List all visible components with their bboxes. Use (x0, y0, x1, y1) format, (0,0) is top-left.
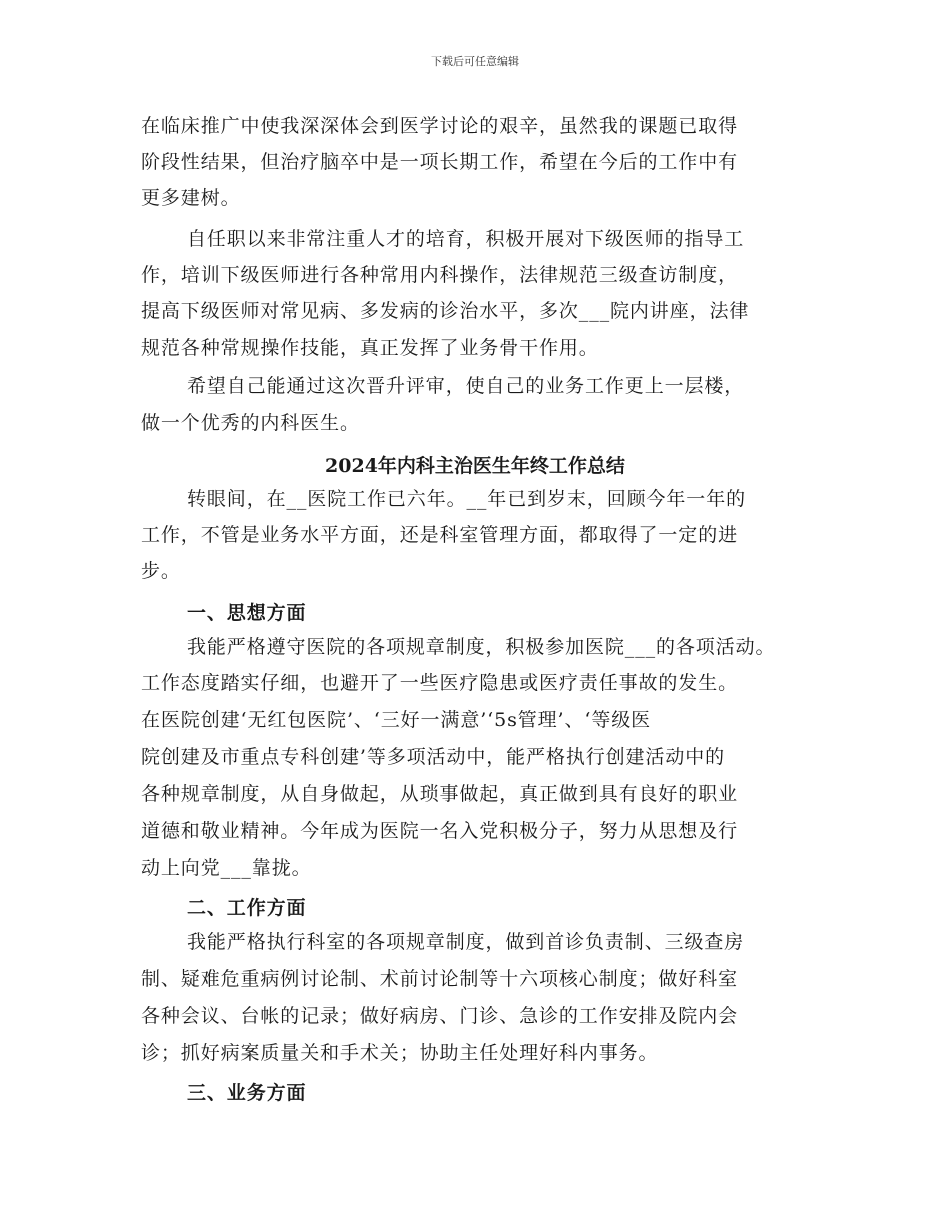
paragraph-line: 我能严格遵守医院的各项规章制度，积极参加医院___的各项活动。 (187, 636, 776, 658)
paragraph-line: 院创建及市重点专科创建’等多项活动中，能严格执行创建活动中的 (141, 746, 726, 768)
paragraph-line: 步。 (141, 560, 181, 582)
paragraph-line: 作，培训下级医师进行各种常用内科操作，法律规范三级查访制度， (141, 264, 739, 286)
paragraph-line: 在临床推广中使我深深体会到医学讨论的艰辛，虽然我的课题已取得 (141, 115, 739, 137)
paragraph-line: 道德和敬业精神。今年成为医院一名入党积极分子，努力从思想及行 (141, 820, 739, 842)
paragraph-line: 在医院创建‘无红包医院’、‘三好一满意’‘5s管理’、‘等级医 (141, 709, 652, 731)
paragraph-line: 工作，不管是业务水平方面，还是科室管理方面，都取得了一定的进 (141, 524, 739, 546)
paragraph-line: 提高下级医师对常见病、多发病的诊治水平，多次___院内讲座，法律 (141, 300, 750, 322)
section-heading: 二、工作方面 (187, 897, 307, 919)
section-heading: 三、业务方面 (187, 1082, 307, 1104)
paragraph-line: 做一个优秀的内科医生。 (141, 412, 360, 434)
paragraph-line: 转眼间，在__医院工作已六年。__年已到岁末，回顾今年一年的 (187, 488, 747, 510)
paragraph-line: 规范各种常规操作技能，真正发挥了业务骨干作用。 (141, 337, 599, 359)
paragraph-line: 阶段性结果，但治疗脑卒中是一项长期工作，希望在今后的工作中有 (141, 151, 739, 173)
section-heading: 一、思想方面 (187, 602, 307, 624)
page-header-note: 下载后可任意编辑 (431, 55, 519, 68)
paragraph-line: 希望自己能通过这次晋升评审，使自己的业务工作更上一层楼， (187, 375, 745, 397)
paragraph-line: 诊；抓好病案质量关和手术关；协助主任处理好科内事务。 (141, 1042, 659, 1064)
paragraph-line: 各种会议、台帐的记录；做好病房、门诊、急诊的工作安排及院内会 (141, 1005, 739, 1027)
paragraph-line: 动上向党___靠拢。 (141, 857, 312, 879)
paragraph-line: 工作态度踏实仔细，也避开了一些医疗隐患或医疗责任事故的发生。 (141, 672, 739, 694)
paragraph-line: 我能严格执行科室的各项规章制度，做到首诊负责制、三级查房 (187, 931, 745, 953)
paragraph-line: 各种规章制度，从自身做起，从琐事做起，真正做到具有良好的职业 (141, 783, 739, 805)
paragraph-line: 自任职以来非常注重人才的培育，积极开展对下级医师的指导工 (187, 228, 745, 250)
document-title: 2024年内科主治医生年终工作总结 (325, 455, 625, 477)
paragraph-line: 更多建树。 (141, 187, 241, 209)
paragraph-line: 制、疑难危重病例讨论制、术前讨论制等十六项核心制度；做好科室 (141, 968, 739, 990)
